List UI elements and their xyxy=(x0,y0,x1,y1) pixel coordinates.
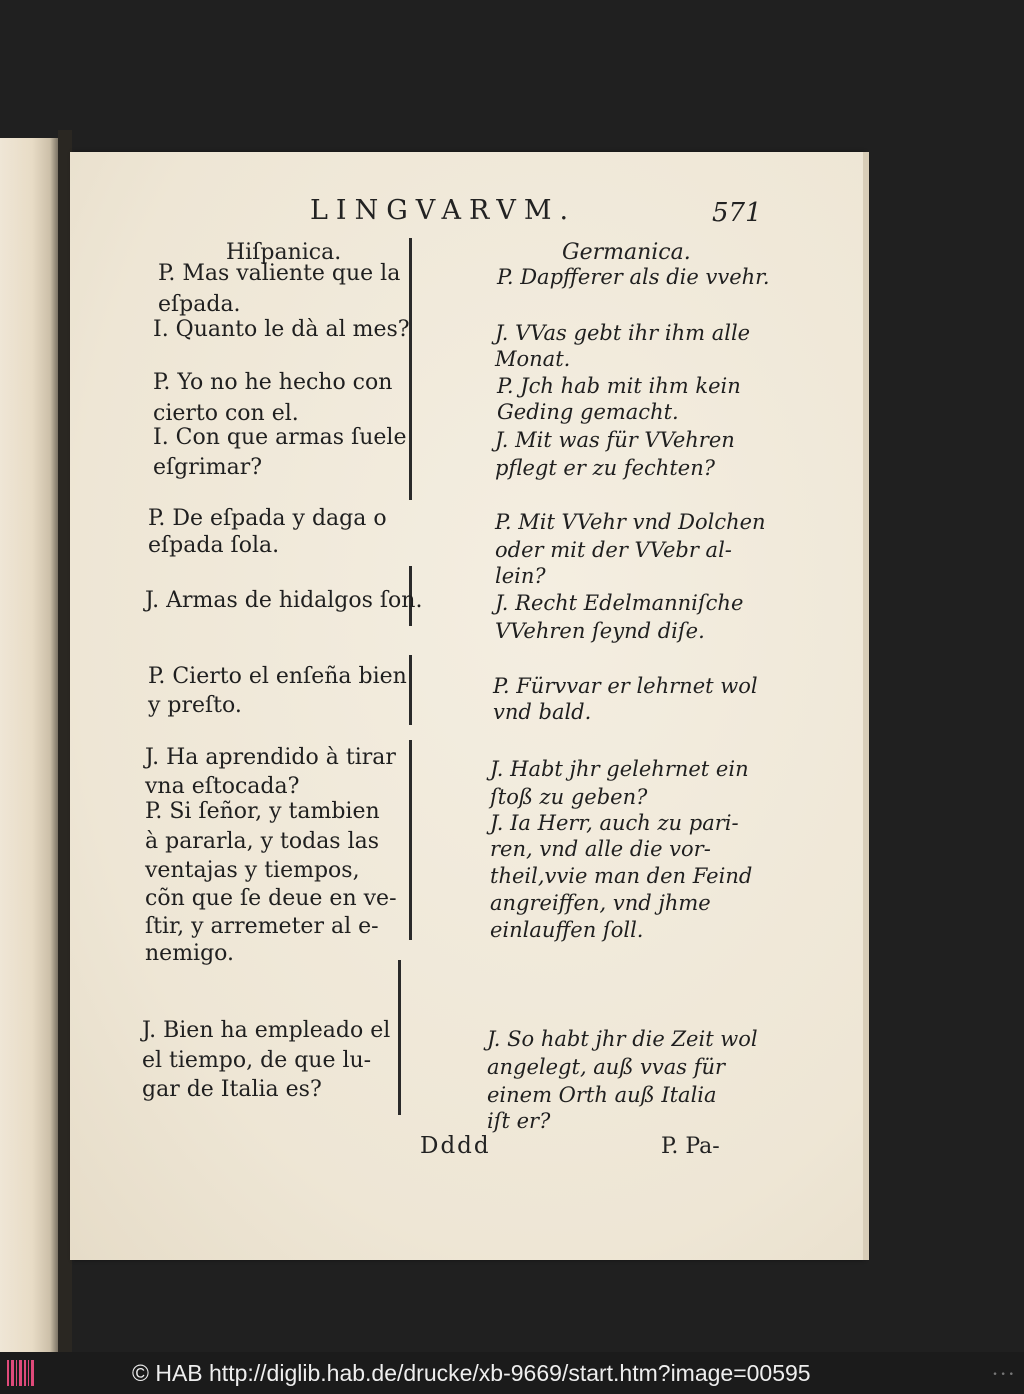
page-number: 571 xyxy=(712,198,762,228)
spanish-line: J. Bien ha empleado el xyxy=(142,1018,391,1043)
spanish-line: ventajas y tiempos, xyxy=(145,858,360,883)
spanish-line: à pararla, y todas las xyxy=(145,829,380,854)
copyright-link[interactable]: © HAB http://diglib.hab.de/drucke/xb-9669/start.htm?image=00595 xyxy=(132,1359,811,1386)
german-line: VVehren ſeynd diſe. xyxy=(495,619,705,643)
german-line: J. So habt jhr die Zeit wol xyxy=(487,1027,758,1051)
spanish-line: gar de Italia es? xyxy=(142,1077,322,1102)
spanish-line: P. Cierto el enſeña bien xyxy=(148,664,407,689)
catchword: P. Pa- xyxy=(661,1134,720,1159)
spanish-line: eſpada. xyxy=(158,292,241,317)
spanish-column-heading: Hiſpanica. xyxy=(226,240,342,265)
spanish-line: eſgrimar? xyxy=(153,455,263,480)
signature-mark: Dddd xyxy=(420,1133,491,1159)
german-line: ſtoß zu geben? xyxy=(490,785,648,809)
german-line: J. VVas gebt ihr ihm alle xyxy=(495,321,751,345)
german-line: vnd bald. xyxy=(493,700,592,724)
german-line: einlauffen ſoll. xyxy=(490,918,644,942)
column-rule xyxy=(409,740,412,940)
german-line: J. Recht Edelmanniſche xyxy=(495,591,744,615)
german-line: angreiffen, vnd jhme xyxy=(490,891,711,915)
spanish-line: ſtir, y arremeter al e- xyxy=(145,914,379,939)
german-line: J. Mit was für VVehren xyxy=(495,428,735,452)
spanish-line: P. Mas valiente que la xyxy=(158,261,401,286)
status-dots: • • • xyxy=(992,1370,1014,1380)
spanish-line: I. Quanto le dà al mes? xyxy=(153,317,410,342)
spanish-line: vna eſtocada? xyxy=(145,774,300,799)
german-line: iſt er? xyxy=(487,1109,551,1133)
spanish-line: cierto con el. xyxy=(153,401,299,426)
running-head: LINGVARVM. xyxy=(310,195,577,226)
page-edge xyxy=(863,152,869,1260)
german-line: J. Ia Herr, auch zu pari- xyxy=(490,811,739,835)
german-line: ren, vnd alle die vor- xyxy=(490,837,711,861)
spanish-line: eſpada ſola. xyxy=(148,533,280,558)
german-line: Monat. xyxy=(495,347,571,371)
spanish-line: P. De eſpada y daga o xyxy=(148,506,387,531)
german-column-heading: Germanica. xyxy=(562,240,691,265)
spanish-line: P. Yo no he hecho con xyxy=(153,370,393,395)
german-line: oder mit der VVebr al- xyxy=(495,538,732,562)
german-line: angelegt, auß vvas für xyxy=(487,1055,726,1079)
german-line: theil,vvie man den Feind xyxy=(490,864,753,888)
barcode-icon xyxy=(4,1356,38,1390)
spanish-line: nemigo. xyxy=(145,941,235,966)
german-line: einem Orth auß Italia xyxy=(487,1083,717,1107)
spanish-line: J. Armas de hidalgos ſon. xyxy=(145,588,423,613)
facing-page-edge xyxy=(0,138,58,1353)
german-line: J. Habt jhr gelehrnet ein xyxy=(490,757,749,781)
german-line: lein? xyxy=(495,564,546,588)
german-line: P. Dapfferer als die vvehr. xyxy=(497,265,770,289)
spanish-line: J. Ha aprendido à tirar xyxy=(145,745,396,770)
column-rule xyxy=(409,655,412,725)
column-rule xyxy=(409,238,412,500)
german-line: P. Jch hab mit ihm kein xyxy=(497,374,741,398)
german-line: Geding gemacht. xyxy=(497,400,679,424)
spanish-line: I. Con que armas ſuele xyxy=(153,425,407,450)
footer-bar xyxy=(0,1352,1024,1394)
spanish-line: y preſto. xyxy=(148,693,242,718)
spanish-line: cõn que ſe deue en ve- xyxy=(145,886,397,911)
german-line: P. Mit VVehr vnd Dolchen xyxy=(495,510,766,534)
spanish-line: P. Si ſeñor, y tambien xyxy=(145,799,380,824)
german-line: pflegt er zu fechten? xyxy=(495,456,715,480)
german-line: P. Fürvvar er lehrnet wol xyxy=(493,674,758,698)
column-rule xyxy=(398,960,401,1115)
spanish-line: el tiempo, de que lu- xyxy=(142,1048,372,1073)
